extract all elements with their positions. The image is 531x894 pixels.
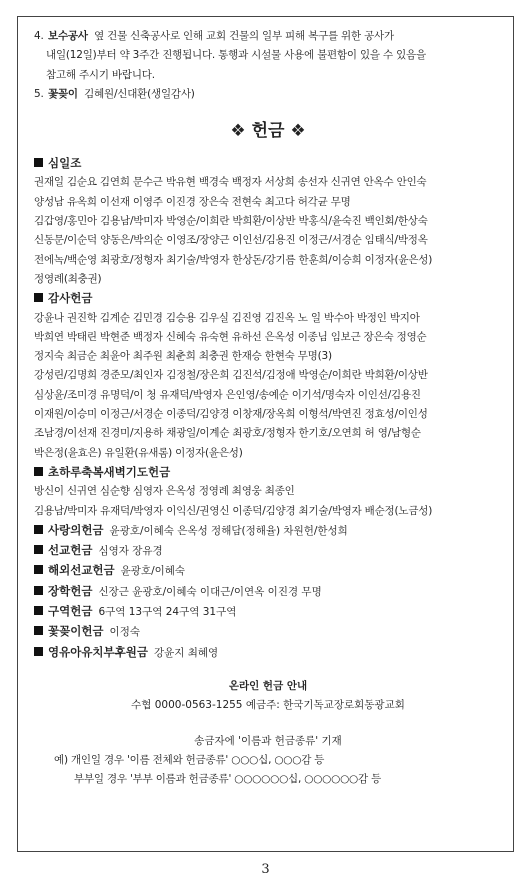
- group-tithe: 심일조 권재일 김순요 김연희 문수근 박유현 백경숙 백정자 서상희 송선자 신귀연 안옥수 안인숙 양성남 유옥희 이선재 이영주 이진경 장은숙 전현숙 최고다 허각균 무명 김갑영/홍민아 김용남/박미자 박영순/이희란 박희환/이상반 박홍식/윤숙진 백인회/한상숙 신동문/이순덕 양동은/박의순 이영조/장양근 이인선/김용진 이정근/서경순 임태식/박정옥 전에녹/백순영 최광호/정형자 최기술/박영자 한상돈/강기름 한훈희/이승희 이정자(윤은성) 정영례(최충권): [34, 156, 433, 285]
- square-bullet-icon: [34, 626, 43, 635]
- notice-flowers: 5. 꽃꽂이 김혜원/신대환(생일감사): [34, 87, 195, 100]
- notice-label: 꽃꽂이: [48, 87, 78, 100]
- sender-title: 송금자에 '이름과 헌금종류' 기재: [194, 734, 342, 747]
- square-bullet-icon: [34, 647, 43, 656]
- example-individual: 예) 개인일 경우 '이름 전체와 헌금종류' ○○○십, ○○○감 등: [54, 753, 325, 766]
- group-love: 사랑의헌금 윤광호/이혜숙 은옥성 정해담(정해율) 차원헌/한성희: [34, 521, 502, 541]
- example-couple: 부부일 경우 '부부 이름과 헌금종류' ○○○○○○십, ○○○○○○감 등: [74, 773, 382, 786]
- square-bullet-icon: [34, 158, 43, 167]
- online-title: 온라인 헌금 안내: [228, 679, 308, 692]
- sender-instructions: [34, 732, 502, 751]
- notice-list: [34, 27, 502, 104]
- group-dawn-prayer: 초하루축복새벽기도헌금 방신이 신귀연 심순향 심영자 은옥성 정영례 최영웅 최종인 김용남/박미자 유재덕/박영자 이익신/권영신 이종덕/김양경 최기술/박영자 배순정(노금성): [34, 464, 433, 517]
- group-district: 구역헌금 6구역 13구역 24구역 31구역: [34, 602, 502, 622]
- group-kids-support: 영유아유치부후원금 강윤지 최혜영: [34, 643, 502, 663]
- bank-account: 수협 0000-0563-1255 예금주: 한국기독교장로회동광교회: [131, 699, 405, 712]
- group-flower: 꽃꽂이헌금 이정숙: [34, 622, 502, 642]
- square-bullet-icon: [34, 586, 43, 595]
- square-bullet-icon: [34, 565, 43, 574]
- inline-groups: [34, 521, 502, 663]
- group-scholarship: 장학헌금 신장근 윤광호/이혜숙 이대근/이연옥 이진경 무명: [34, 582, 502, 602]
- online-offering: [34, 677, 502, 716]
- notice-repair: 4. 보수공사 옆 건물 신축공사로 인해 교회 건물의 일부 피해 복구를 위한 공사가 내일(12일)부터 약 3주간 진행됩니다. 통행과 시설물 사용에 불편함이 있을 수 있음을 참고해 주시기 바랍니다.: [34, 30, 426, 81]
- square-bullet-icon: [34, 525, 43, 534]
- group-mission: 선교헌금 심영자 장유경: [34, 541, 502, 561]
- square-bullet-icon: [34, 293, 43, 302]
- page-frame: [17, 16, 514, 852]
- group-thanks: 감사헌금 강윤나 권진학 김계순 김민경 김승용 김우실 김진영 김진옥 노 일 박수아 박정인 박지아 박희연 박태린 박현준 백정자 신혜숙 유숙현 유하선 은옥성 이종님 임보근 장은숙 정영순 정지숙 최금순 최윤아 최주원 최춘희 최충권 한재승 한현숙 무명(3) 강성린/김명희 경준모/최인자 김정철/장은희 김진석/김정애 박영순/이희란 박희환/이상반 심상윤/조미경 유명덕/이 청 유재덕/박영자 은인영/송예순 이기석/명숙자 이인선/김용진 이재원/이승미 이정근/서경순 이종덕/김양경 이창재/장옥희 이형석/박연진 정효성/이인성 조남경/이선재 진경미/지용하 채광일/이계순 최광호/정형자 한기호/오연희 허 영/남형순 박은정(윤효은) 유일환(유새롬) 이정자(윤은성): [34, 291, 428, 459]
- notice-label: 보수공사: [48, 30, 88, 42]
- content: [34, 27, 502, 789]
- square-bullet-icon: [34, 467, 43, 476]
- page-number: 3: [261, 862, 270, 877]
- square-bullet-icon: [34, 606, 43, 615]
- group-overseas-mission: 해외선교헌금 윤광호/이혜숙: [34, 561, 502, 581]
- offering-title: ❖ 헌금 ❖: [230, 121, 306, 142]
- square-bullet-icon: [34, 545, 43, 554]
